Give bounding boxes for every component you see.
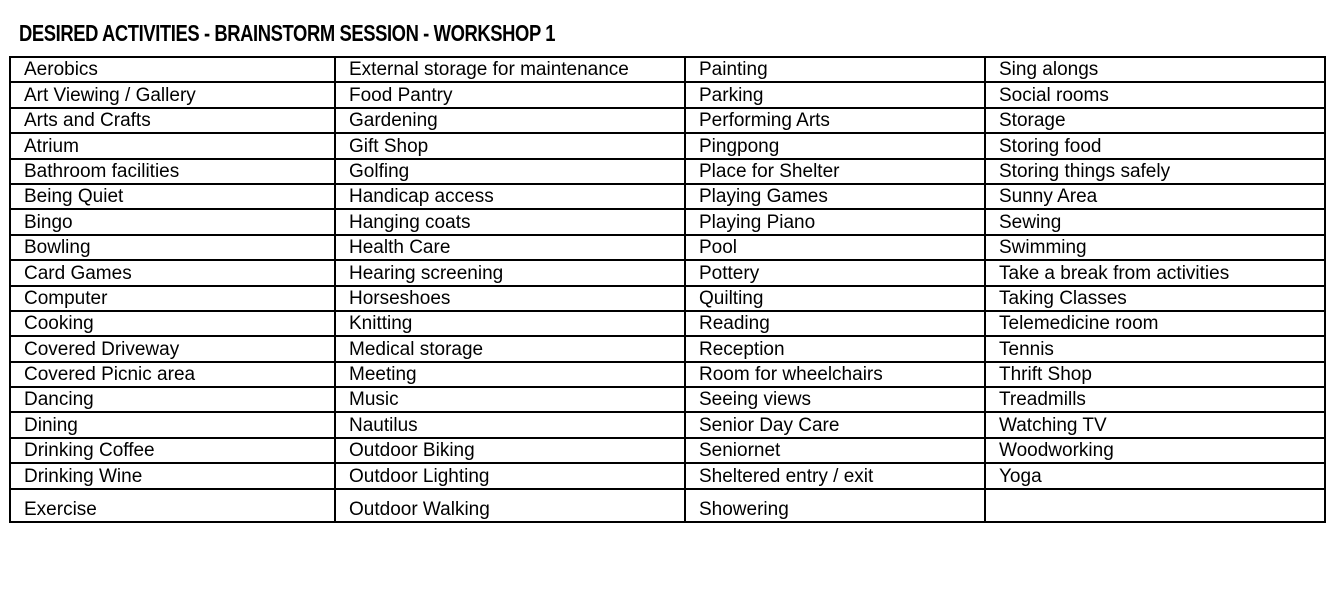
table-row xyxy=(10,412,1325,437)
table-cell: Hearing screening xyxy=(335,260,685,285)
table-row xyxy=(10,260,1325,285)
table-cell: Room for wheelchairs xyxy=(685,362,985,387)
table-cell: Music xyxy=(335,387,685,412)
table-row xyxy=(10,209,1325,234)
table-cell: Storing food xyxy=(985,133,1325,158)
table-cell: Playing Games xyxy=(685,184,985,209)
table-cell: Watching TV xyxy=(985,412,1325,437)
table-cell: Reception xyxy=(685,336,985,361)
table-cell: Arts and Crafts xyxy=(10,108,335,133)
table-cell: Covered Picnic area xyxy=(10,362,335,387)
table-cell: Senior Day Care xyxy=(685,412,985,437)
table-cell: Health Care xyxy=(335,235,685,260)
table-cell: Food Pantry xyxy=(335,82,685,107)
table-row xyxy=(10,57,1325,82)
table-cell: Aerobics xyxy=(10,57,335,82)
table-cell: Quilting xyxy=(685,286,985,311)
table-row xyxy=(10,133,1325,158)
table-cell: Painting xyxy=(685,57,985,82)
table-cell: Gardening xyxy=(335,108,685,133)
table-cell: Bathroom facilities xyxy=(10,159,335,184)
table-cell: Outdoor Lighting xyxy=(335,463,685,488)
table-row xyxy=(10,184,1325,209)
table-cell: Dancing xyxy=(10,387,335,412)
table-cell: Sewing xyxy=(985,209,1325,234)
table-row xyxy=(10,82,1325,107)
table-cell: Golfing xyxy=(335,159,685,184)
table-row xyxy=(10,311,1325,336)
table-row xyxy=(10,159,1325,184)
table-cell: Treadmills xyxy=(985,387,1325,412)
table-cell: Art Viewing / Gallery xyxy=(10,82,335,107)
table-row xyxy=(10,286,1325,311)
activities-table-body xyxy=(10,57,1325,522)
table-row xyxy=(10,108,1325,133)
table-cell: Horseshoes xyxy=(335,286,685,311)
table-cell: Drinking Coffee xyxy=(10,438,335,463)
table-cell: Storing things safely xyxy=(985,159,1325,184)
table-cell: Seeing views xyxy=(685,387,985,412)
table-cell: Performing Arts xyxy=(685,108,985,133)
table-cell: Showering xyxy=(685,489,985,522)
table-cell: Thrift Shop xyxy=(985,362,1325,387)
table-cell: Reading xyxy=(685,311,985,336)
table-cell: Sunny Area xyxy=(985,184,1325,209)
activities-table xyxy=(9,56,1326,523)
table-cell xyxy=(985,489,1325,522)
table-cell: Exercise xyxy=(10,489,335,522)
table-cell: Parking xyxy=(685,82,985,107)
table-cell: Covered Driveway xyxy=(10,336,335,361)
table-cell: Card Games xyxy=(10,260,335,285)
table-cell: Outdoor Biking xyxy=(335,438,685,463)
table-cell: Sing alongs xyxy=(985,57,1325,82)
table-cell: Being Quiet xyxy=(10,184,335,209)
table-cell: Handicap access xyxy=(335,184,685,209)
table-row xyxy=(10,362,1325,387)
table-cell: Gift Shop xyxy=(335,133,685,158)
table-cell: Telemedicine room xyxy=(985,311,1325,336)
table-cell: Seniornet xyxy=(685,438,985,463)
table-cell: Dining xyxy=(10,412,335,437)
table-cell: Cooking xyxy=(10,311,335,336)
table-row xyxy=(10,489,1325,522)
table-cell: Meeting xyxy=(335,362,685,387)
table-cell: Outdoor Walking xyxy=(335,489,685,522)
table-cell: Take a break from activities xyxy=(985,260,1325,285)
table-row xyxy=(10,438,1325,463)
table-cell: Place for Shelter xyxy=(685,159,985,184)
table-row xyxy=(10,336,1325,361)
table-cell: Pingpong xyxy=(685,133,985,158)
table-cell: Sheltered entry / exit xyxy=(685,463,985,488)
table-cell: Drinking Wine xyxy=(10,463,335,488)
table-cell: Playing Piano xyxy=(685,209,985,234)
page-title: DESIRED ACTIVITIES - BRAINSTORM SESSION - WORKSHOP 1 xyxy=(19,20,556,46)
table-cell: Storage xyxy=(985,108,1325,133)
table-cell: Medical storage xyxy=(335,336,685,361)
table-cell: Tennis xyxy=(985,336,1325,361)
table-cell: Bingo xyxy=(10,209,335,234)
table-cell: Swimming xyxy=(985,235,1325,260)
table-row xyxy=(10,387,1325,412)
table-cell: Atrium xyxy=(10,133,335,158)
table-cell: External storage for maintenance xyxy=(335,57,685,82)
table-row xyxy=(10,463,1325,488)
table-row xyxy=(10,235,1325,260)
table-cell: Pottery xyxy=(685,260,985,285)
table-cell: Woodworking xyxy=(985,438,1325,463)
table-cell: Computer xyxy=(10,286,335,311)
table-cell: Pool xyxy=(685,235,985,260)
table-cell: Bowling xyxy=(10,235,335,260)
table-cell: Nautilus xyxy=(335,412,685,437)
table-cell: Yoga xyxy=(985,463,1325,488)
table-cell: Social rooms xyxy=(985,82,1325,107)
table-cell: Taking Classes xyxy=(985,286,1325,311)
table-cell: Knitting xyxy=(335,311,685,336)
table-cell: Hanging coats xyxy=(335,209,685,234)
